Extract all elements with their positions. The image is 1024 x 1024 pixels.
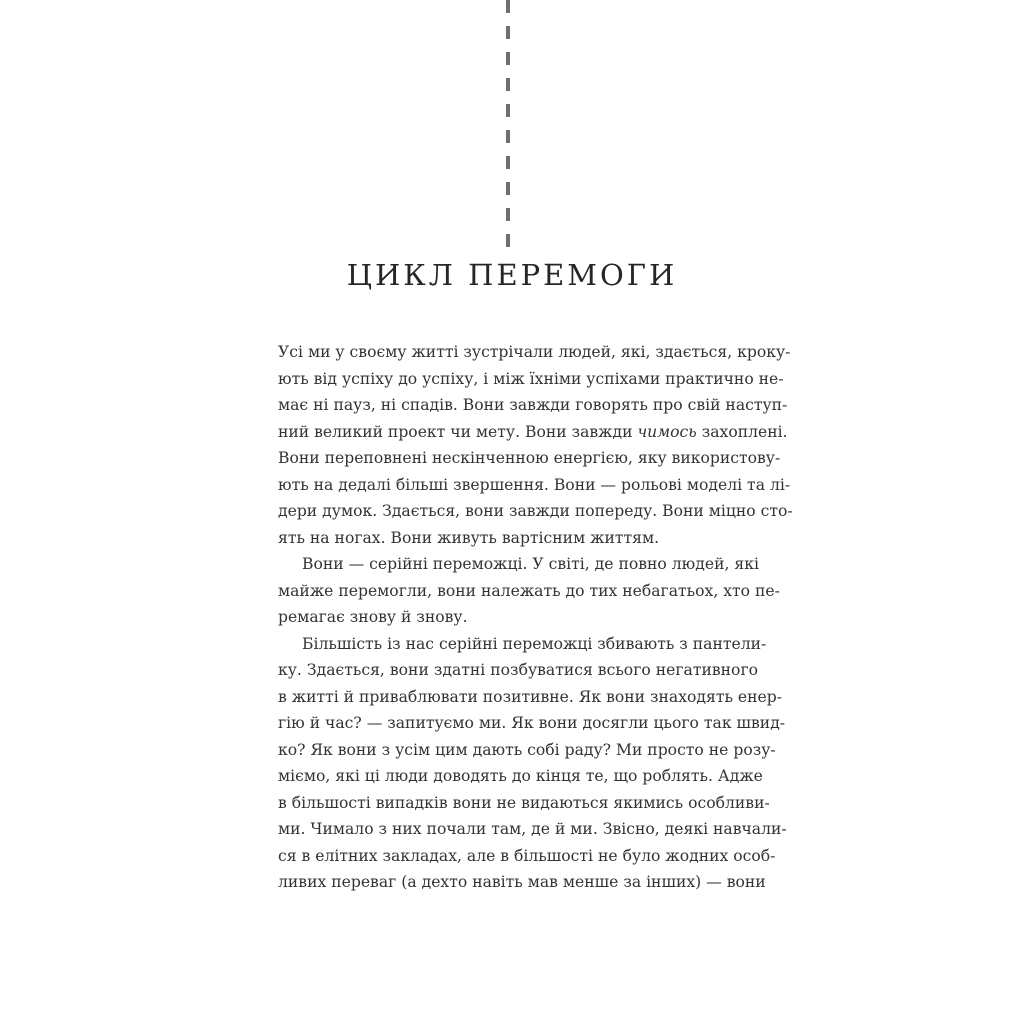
text-line: ми. Чимало з них почали там, де й ми. Звісно, деякі навчали- (278, 820, 787, 838)
text-line: гію й час? — запитуємо ми. Як вони досягли цього так швид- (278, 714, 786, 732)
text-line: має ні пауз, ні спадів. Вони завжди говорять про свій наступ- (278, 396, 788, 414)
text-line: ко? Як вони з усім цим дають собі раду? Ми просто не розу- (278, 740, 776, 759)
italic-emphasis: чимось (637, 422, 697, 441)
text-line: ливих переваг (а дехто навіть мав менше за інших) — вони (278, 873, 766, 891)
text-line: в житті й приваблювати позитивне. Як вони знаходять енер- (278, 687, 783, 706)
text-line: ять на ногах. Вони живуть вартісним життям. (278, 528, 660, 547)
body-text (278, 339, 793, 896)
text-line: дери думок. Здається, вони завжди попереду. Вони міцно сто- (278, 502, 793, 520)
text-line: Вони переповнені нескінченною енергією, яку використову- (278, 449, 781, 467)
text-segment: захоплені. (696, 422, 788, 441)
dashed-divider-line (506, 0, 510, 247)
text-line: міємо, які ці люди доводять до кінця те, що роблять. Адже (278, 767, 763, 785)
text-line: ють на дедалі більші звершення. Вони — рольові моделі та лі- (278, 475, 791, 494)
text-line: ремагає знову й знову. (278, 608, 468, 626)
text-line: ся в елітних закладах, але в більшості не було жодних особ- (278, 846, 776, 865)
text-line: Усі ми у своєму житті зустрічали людей, які, здається, кроку- (278, 343, 791, 361)
paragraph-2 (278, 551, 780, 631)
text-line: Більшість із нас серійні переможці збивають з пантели- (302, 634, 767, 653)
text-line: ку. Здається, вони здатні позбуватися всього негативного (278, 661, 758, 679)
text-line: в більшості випадків вони не видаються якимись особливи- (278, 793, 770, 812)
text-segment: ний великий проект чи мету. Вони завжди (278, 422, 638, 441)
text-line: майже перемогли, вони належать до тих небагатьох, хто пе- (278, 581, 780, 600)
text-line: Вони — серійні переможці. У світі, де повно людей, які (302, 555, 759, 573)
chapter-title: ЦИКЛ ПЕРЕМОГИ (346, 258, 678, 292)
text-line (278, 419, 788, 446)
text-line: ють від успіху до успіху, і між їхніми успіхами практично не- (278, 369, 784, 388)
paragraph-3 (278, 631, 787, 896)
paragraph-1 (278, 339, 793, 551)
